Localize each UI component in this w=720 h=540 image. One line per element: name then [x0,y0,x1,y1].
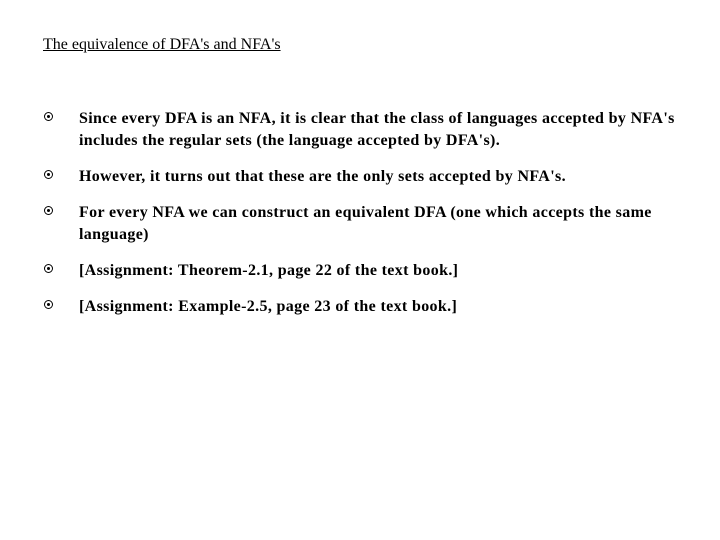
list-item-text: For every NFA we can construct an equivalent DFA (one which accepts the same language) [79,204,652,243]
list-item-text: [Assignment: Example-2.5, page 23 of the text book.] [79,298,458,315]
list-item [44,166,716,188]
list-item-text: However, it turns out that these are the only sets accepted by NFA's. [79,168,566,185]
bullet-icon [44,112,53,121]
list-item [44,260,716,282]
bullet-list [44,108,716,318]
list-item [44,202,716,246]
bullet-icon [44,206,53,215]
list-item-text: [Assignment: Theorem-2.1, page 22 of the text book.] [79,262,459,279]
bullet-icon [44,300,53,309]
bullet-icon [44,170,53,179]
list-item-text: Since every DFA is an NFA, it is clear that the class of languages accepted by NFA's includes the regular sets (the language accepted by DFA's). [79,110,675,149]
bullet-icon [44,264,53,273]
page-title: The equivalence of DFA's and NFA's [43,36,281,53]
list-item [44,108,716,152]
list-item [44,296,716,318]
